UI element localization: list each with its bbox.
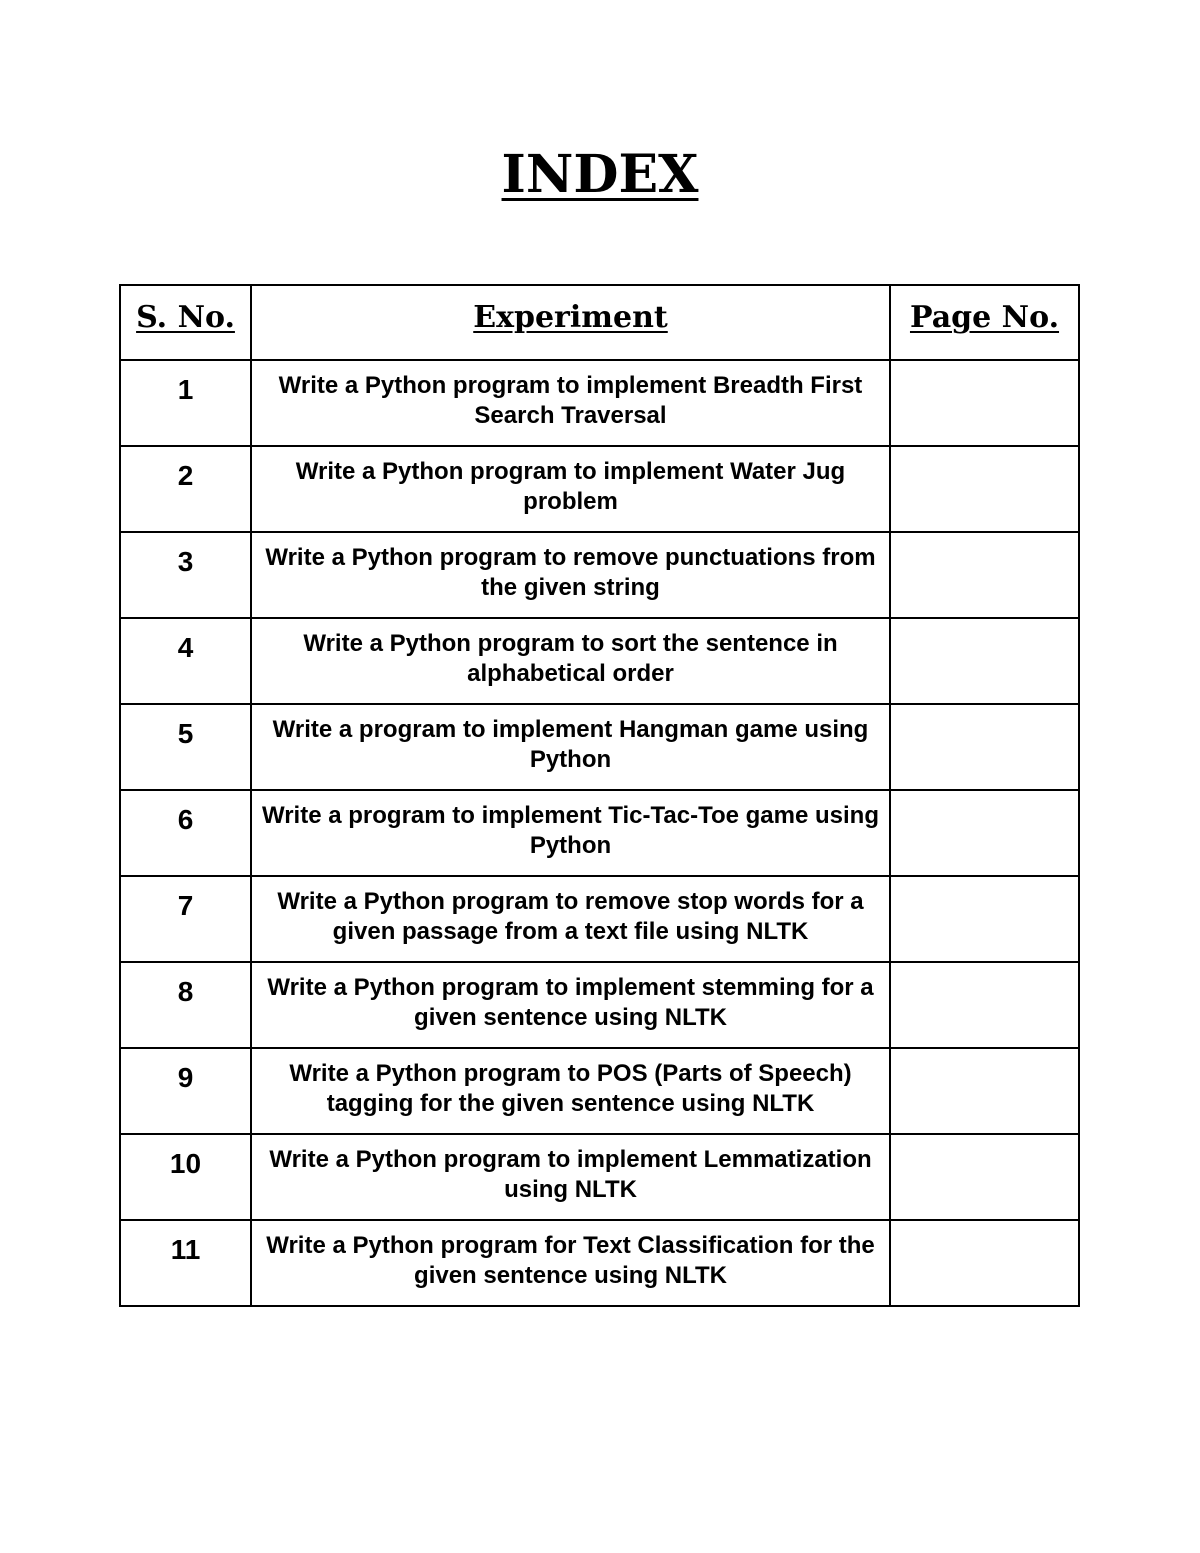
row-page-no xyxy=(890,1220,1079,1306)
row-experiment: Write a Python program to implement stemming for a given sentence using NLTK xyxy=(251,962,890,1048)
row-page-no xyxy=(890,962,1079,1048)
row-sno: 6 xyxy=(120,790,251,876)
row-page-no xyxy=(890,446,1079,532)
table-row xyxy=(120,618,1079,704)
row-experiment: Write a Python program to implement Water Jug problem xyxy=(251,446,890,532)
index-table xyxy=(119,284,1080,1307)
table-row xyxy=(120,1048,1079,1134)
header-sno: S. No. xyxy=(120,285,251,360)
row-experiment: Write a Python program to remove punctuations from the given string xyxy=(251,532,890,618)
row-sno: 4 xyxy=(120,618,251,704)
table-row xyxy=(120,876,1079,962)
page-title-text: INDEX xyxy=(501,144,699,205)
header-experiment: Experiment xyxy=(251,285,890,360)
table-row xyxy=(120,962,1079,1048)
row-page-no xyxy=(890,704,1079,790)
row-sno: 7 xyxy=(120,876,251,962)
row-sno: 2 xyxy=(120,446,251,532)
row-sno: 5 xyxy=(120,704,251,790)
row-experiment: Write a Python program to remove stop words for a given passage from a text file using NLTK xyxy=(251,876,890,962)
row-experiment: Write a program to implement Hangman game using Python xyxy=(251,704,890,790)
row-page-no xyxy=(890,1134,1079,1220)
page-title xyxy=(0,140,1200,210)
row-sno: 1 xyxy=(120,360,251,446)
row-experiment: Write a program to implement Tic-Tac-Toe game using Python xyxy=(251,790,890,876)
row-page-no xyxy=(890,790,1079,876)
row-page-no xyxy=(890,532,1079,618)
row-page-no xyxy=(890,360,1079,446)
table-row xyxy=(120,1220,1079,1306)
table-row xyxy=(120,446,1079,532)
row-sno: 9 xyxy=(120,1048,251,1134)
row-experiment: Write a Python program to POS (Parts of Speech) tagging for the given sentence using NLTK xyxy=(251,1048,890,1134)
table-row xyxy=(120,790,1079,876)
row-experiment: Write a Python program for Text Classification for the given sentence using NLTK xyxy=(251,1220,890,1306)
table-row xyxy=(120,704,1079,790)
table-row xyxy=(120,360,1079,446)
row-sno: 10 xyxy=(120,1134,251,1220)
row-sno: 3 xyxy=(120,532,251,618)
table-row xyxy=(120,532,1079,618)
header-page-no: Page No. xyxy=(890,285,1079,360)
row-sno: 11 xyxy=(120,1220,251,1306)
row-experiment: Write a Python program to implement Breadth First Search Traversal xyxy=(251,360,890,446)
row-sno: 8 xyxy=(120,962,251,1048)
row-experiment: Write a Python program to sort the sentence in alphabetical order xyxy=(251,618,890,704)
row-page-no xyxy=(890,618,1079,704)
row-experiment: Write a Python program to implement Lemmatization using NLTK xyxy=(251,1134,890,1220)
table-header-row xyxy=(120,285,1079,360)
row-page-no xyxy=(890,1048,1079,1134)
table-row xyxy=(120,1134,1079,1220)
row-page-no xyxy=(890,876,1079,962)
